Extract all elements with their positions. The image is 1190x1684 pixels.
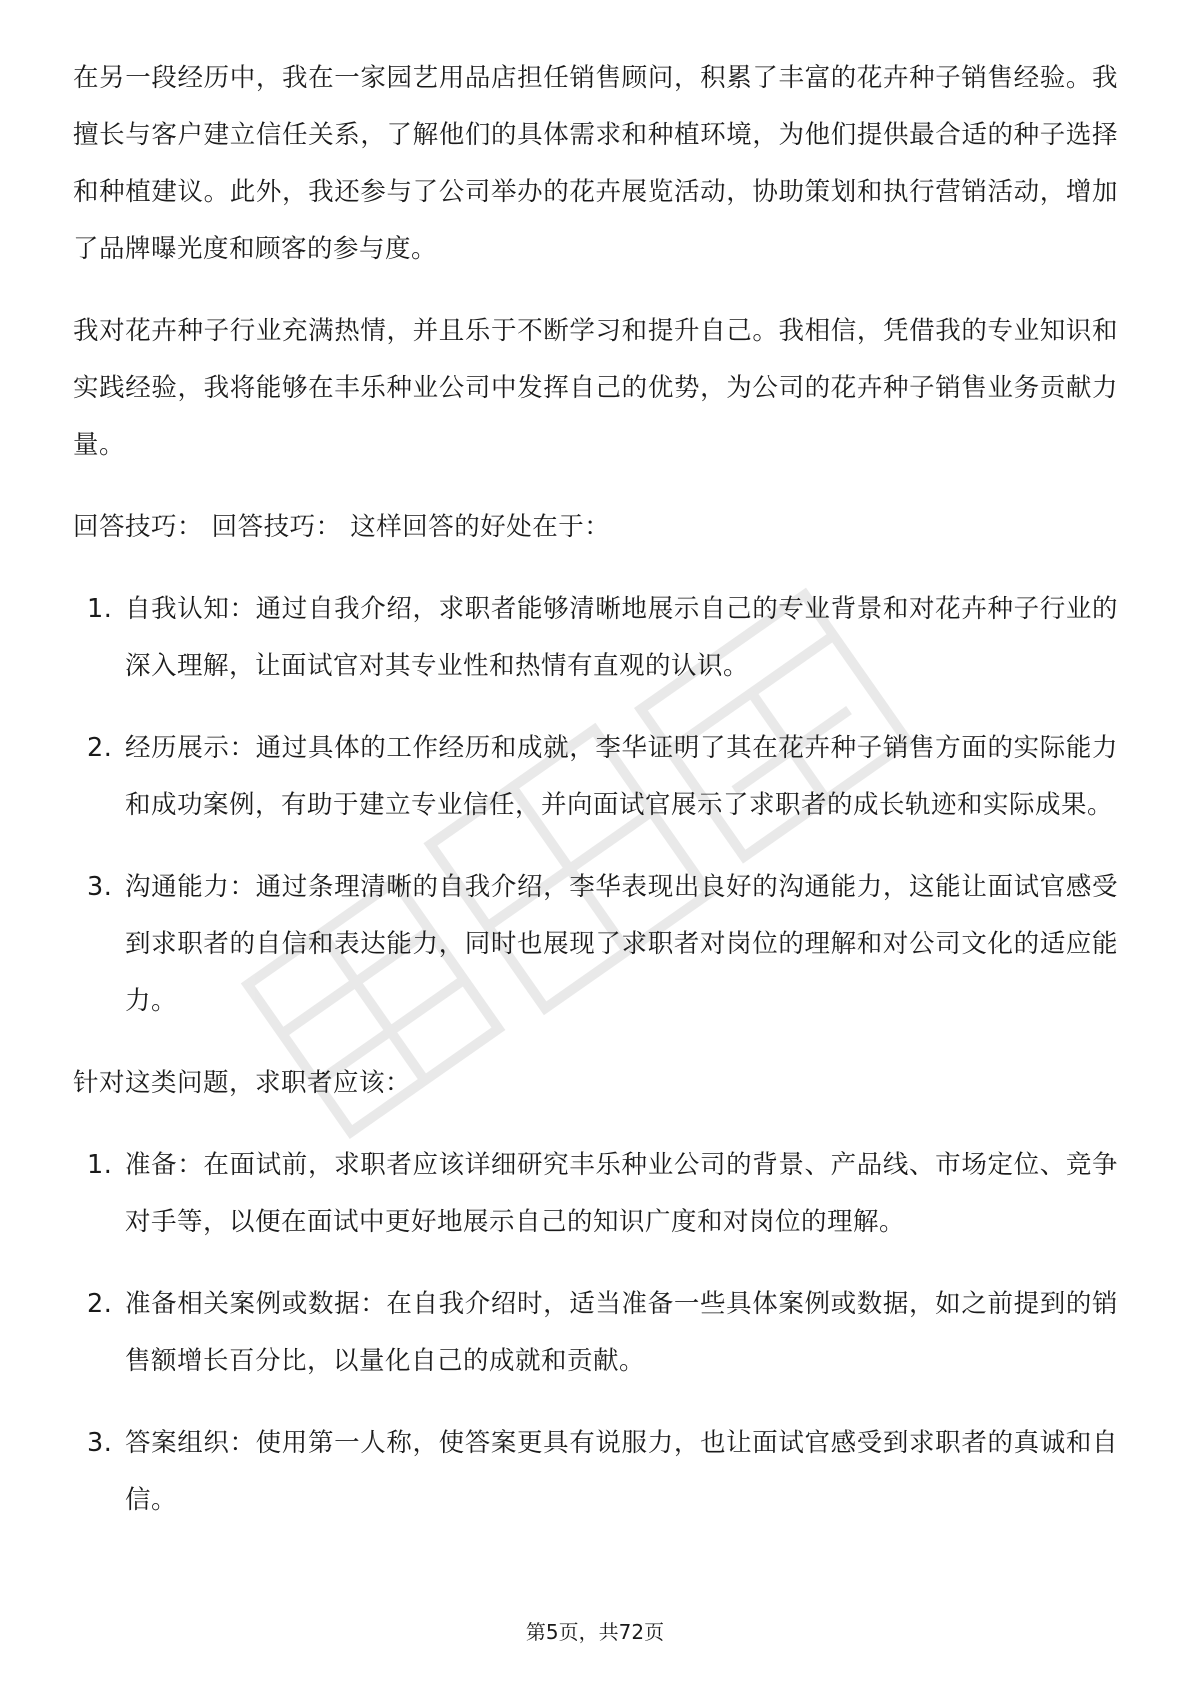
document-body	[73, 50, 1118, 1554]
list-item	[73, 1137, 1118, 1251]
paragraph-experience: 在另一段经历中，我在一家园艺用品店担任销售顾问，积累了丰富的花卉种子销售经验。我擅长与客户建立信任关系，了解他们的具体需求和种植环境，为他们提供最合适的种子选择和种植建议。此外，我还参与了公司举办的花卉展览活动，协助策划和执行营销活动，增加了品牌曝光度和顾客的参与度。	[73, 63, 1118, 264]
list-number: 1.	[87, 1150, 113, 1180]
list-text: 答案组织：使用第一人称，使答案更具有说服力，也让面试官感受到求职者的真诚和自信。	[125, 1428, 1118, 1515]
list-number: 1.	[87, 594, 113, 624]
page-footer: 第5页，共72页	[525, 1620, 665, 1644]
advice-list	[73, 1137, 1118, 1529]
list-item	[73, 1276, 1118, 1390]
list-text: 准备：在面试前，求职者应该详细研究丰乐种业公司的背景、产品线、市场定位、竞争对手等，以便在面试中更好地展示自己的知识广度和对岗位的理解。	[125, 1150, 1118, 1237]
paragraph-tips-heading: 回答技巧： 回答技巧： 这样回答的好处在于：	[73, 512, 611, 542]
paragraph-advice-heading: 针对这类问题，求职者应该：	[73, 1068, 412, 1098]
list-item	[73, 1415, 1118, 1529]
paragraph-passion: 我对花卉种子行业充满热情，并且乐于不断学习和提升自己。我相信，凭借我的专业知识和实践经验，我将能够在丰乐种业公司中发挥自己的优势，为公司的花卉种子销售业务贡献力量。	[73, 316, 1118, 460]
benefits-list	[73, 581, 1118, 1030]
list-text: 准备相关案例或数据：在自我介绍时，适当准备一些具体案例或数据，如之前提到的销售额增长百分比，以量化自己的成就和贡献。	[125, 1289, 1118, 1376]
list-item	[73, 859, 1118, 1030]
list-item	[73, 581, 1118, 695]
list-number: 3.	[87, 872, 113, 902]
list-number: 2.	[87, 1289, 113, 1319]
list-item	[73, 720, 1118, 834]
list-number: 2.	[87, 733, 113, 763]
list-text: 经历展示：通过具体的工作经历和成就，李华证明了其在花卉种子销售方面的实际能力和成功案例，有助于建立专业信任，并向面试官展示了求职者的成长轨迹和实际成果。	[125, 733, 1118, 820]
list-text: 沟通能力：通过条理清晰的自我介绍，李华表现出良好的沟通能力，这能让面试官感受到求职者的自信和表达能力，同时也展现了求职者对岗位的理解和对公司文化的适应能力。	[125, 872, 1118, 1016]
list-number: 3.	[87, 1428, 113, 1458]
list-text: 自我认知：通过自我介绍，求职者能够清晰地展示自己的专业背景和对花卉种子行业的深入理解，让面试官对其专业性和热情有直观的认识。	[125, 594, 1118, 681]
